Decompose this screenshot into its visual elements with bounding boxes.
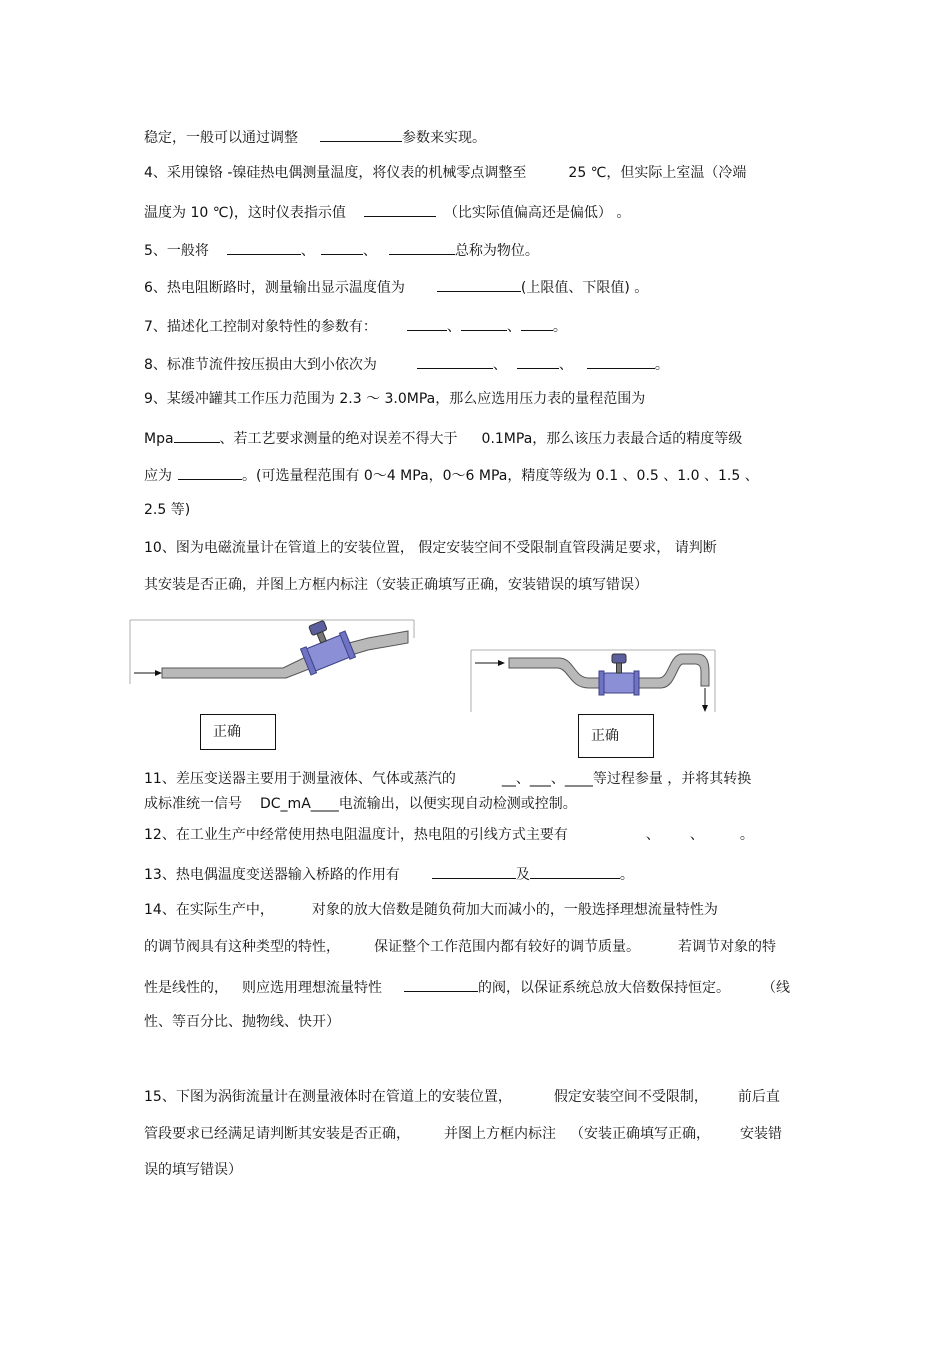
answer-blank <box>404 975 478 992</box>
flowmeter-diagram-1 <box>128 618 418 688</box>
answer-box-1: 正确 <box>200 714 276 750</box>
question-10-cont: 其安装是否正确，并图上方框内标注（安装正确填写正确，安装错误的填写错误） <box>144 577 648 593</box>
question-9-cont: Mpa 、若工艺要求测量的绝对误差不得大于 0.1MPa，那么该压力表最合适的精度等级 <box>144 426 742 449</box>
question-15: 15、下图为涡街流量计在测量液体时在管道上的安装位置， 假定安装空间不受限制， 前后直 <box>144 1089 780 1105</box>
question-14-cont: 的调节阀具有这种类型的特性， 保证整个工作范围内都有较好的调节质量。 若调节对象的特 <box>144 939 776 955</box>
question-10: 10、图为电磁流量计在管道上的安装位置， 假定安装空间不受限制直管段满足要求， 请判断 <box>144 540 717 556</box>
answer-blank <box>530 862 620 879</box>
question-6: 6、热电阻断路时，测量输出显示温度值为 (上限值、下限值) 。 <box>144 275 648 298</box>
answer-blank <box>521 314 553 331</box>
answer-blank <box>227 238 301 255</box>
answer-box-2: 正确 <box>578 714 654 758</box>
answer-blank <box>587 352 655 369</box>
question-14: 14、在实际生产中， 对象的放大倍数是随负荷加大而减小的，一般选择理想流量特性为 <box>144 902 718 918</box>
answer-blank <box>517 352 559 369</box>
question-14-options: 性、等百分比、抛物线、快开） <box>144 1014 340 1030</box>
question-15-cont: 管段要求已经满足请判断其安装是否正确， 并图上方框内标注 （安装正确填写正确， 安装错 <box>144 1126 782 1142</box>
answer-blank <box>437 275 521 292</box>
question-5: 5、一般将 、 、 总称为物位。 <box>144 238 539 261</box>
question-4-cont: 温度为 10 ℃)，这时仪表指示值 （比实际值偏高还是偏低） 。 <box>144 200 630 223</box>
question-15-end: 误的填写错误） <box>144 1162 242 1178</box>
question-11: 11、差压变送器主要用于测量液体、气体或蒸汽的 __、___、____等过程参量 ，并将其转换 <box>144 771 752 787</box>
text-line: 稳定，一般可以通过调整 参数来实现。 <box>144 125 486 148</box>
question-13: 13、热电偶温度变送器输入桥路的作用有 及 。 <box>144 862 634 885</box>
answer-blank <box>389 238 455 255</box>
answer-blank <box>178 463 242 480</box>
answer-blank <box>320 125 402 142</box>
answer-blank <box>417 352 493 369</box>
question-9-options: 应为 。(可选量程范围有 0～4 MPa，0～6 MPa，精度等级为 0.1 、0.5 、1.0 、1.5 、 <box>144 463 759 486</box>
question-8: 8、标准节流件按压损由大到小依次为 、 、 。 <box>144 352 669 375</box>
question-11-cont: 成标准统一信号 DC_mA____电流输出，以便实现自动检测或控制。 <box>144 796 577 812</box>
question-12: 12、在工业生产中经常使用热电阻温度计，热电阻的引线方式主要有 、 、 。 <box>144 827 754 843</box>
answer-blank <box>407 314 447 331</box>
question-9: 9、某缓冲罐其工作压力范围为 2.3 ～ 3.0MPa，那么应选用压力表的量程范围为 <box>144 391 646 407</box>
answer-blank <box>432 862 516 879</box>
answer-blank <box>461 314 507 331</box>
question-4: 4、采用镍铬 -镍硅热电偶测量温度，将仪表的机械零点调整至 25 ℃，但实际上室温（冷端 <box>144 165 747 181</box>
question-9-end: 2.5 等) <box>144 502 191 518</box>
answer-blank <box>174 426 220 443</box>
flowmeter-diagram-2 <box>469 648 719 716</box>
question-7: 7、描述化工控制对象特性的参数有： 、 、 。 <box>144 314 567 337</box>
answer-blank <box>321 238 363 255</box>
question-14-cont2: 性是线性的， 则应选用理想流量特性 的阀，以保证系统总放大倍数保持恒定。 （线 <box>144 975 790 998</box>
answer-blank <box>364 200 436 217</box>
